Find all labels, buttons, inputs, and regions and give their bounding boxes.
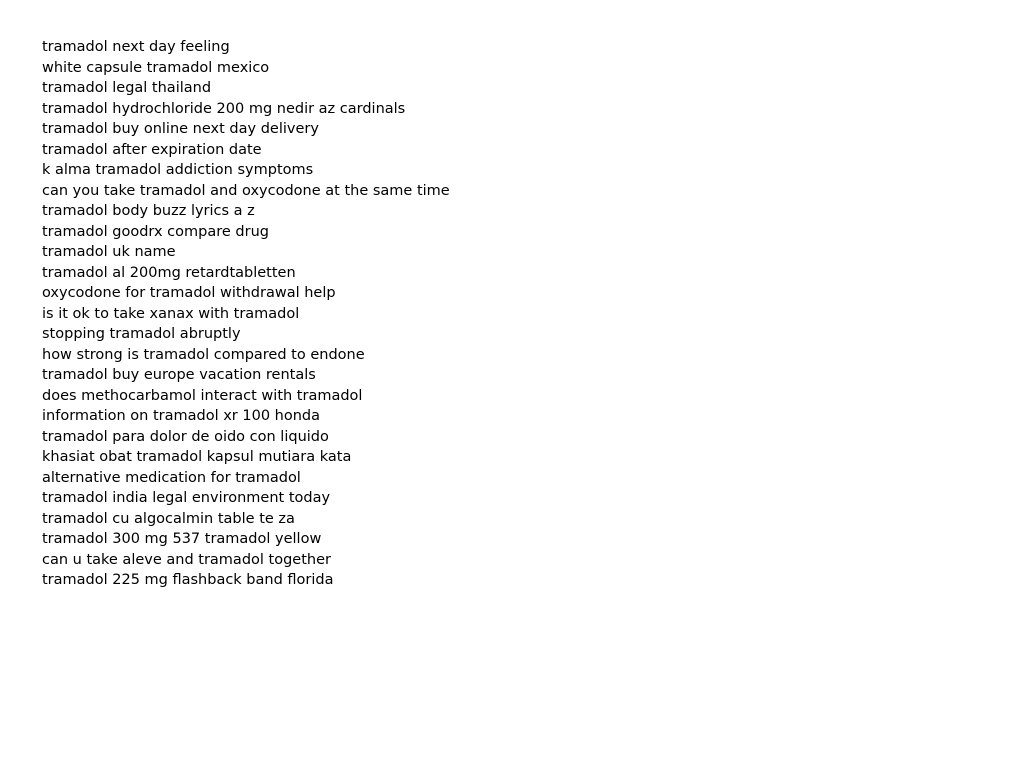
text-line: can u take aleve and tramadol together <box>42 551 331 568</box>
text-line: tramadol after expiration date <box>42 141 262 158</box>
text-line: can you take tramadol and oxycodone at the same time <box>42 182 450 199</box>
text-line: tramadol 225 mg flashback band florida <box>42 572 334 588</box>
text-line: tramadol goodrx compare drug <box>42 223 269 240</box>
text-line: does methocarbamol interact with tramadol <box>42 387 363 404</box>
text-line: tramadol legal thailand <box>42 80 212 96</box>
text-line: tramadol para dolor de oido con liquido <box>42 428 329 445</box>
text-line: tramadol cu algocalmin table te za <box>42 510 295 527</box>
text-line: tramadol hydrochloride 200 mg nedir az cardinals <box>42 100 406 117</box>
text-line: is it ok to take xanax with tramadol <box>42 305 300 322</box>
text-line: information on tramadol xr 100 honda <box>42 408 320 424</box>
text-line: white capsule tramadol mexico <box>42 59 270 76</box>
text-line: tramadol 300 mg 537 tramadol yellow <box>42 531 322 547</box>
text-line: tramadol uk name <box>42 244 176 260</box>
text-line: k alma tramadol addiction symptoms <box>42 162 314 178</box>
text-line: stopping tramadol abruptly <box>42 326 241 342</box>
text-line: how strong is tramadol compared to endone <box>42 346 365 363</box>
text-line: tramadol al 200mg retardtabletten <box>42 264 296 281</box>
text-line: tramadol buy europe vacation rentals <box>42 367 316 383</box>
text-line: tramadol body buzz lyrics a z <box>42 203 255 219</box>
text-line: tramadol next day feeling <box>42 39 230 55</box>
text-line: khasiat obat tramadol kapsul mutiara kata <box>42 449 352 465</box>
text-line: alternative medication for tramadol <box>42 469 301 486</box>
text-line-list <box>42 37 450 591</box>
text-line: oxycodone for tramadol withdrawal help <box>42 285 336 301</box>
text-line: tramadol buy online next day delivery <box>42 121 319 137</box>
text-line: tramadol india legal environment today <box>42 490 331 506</box>
